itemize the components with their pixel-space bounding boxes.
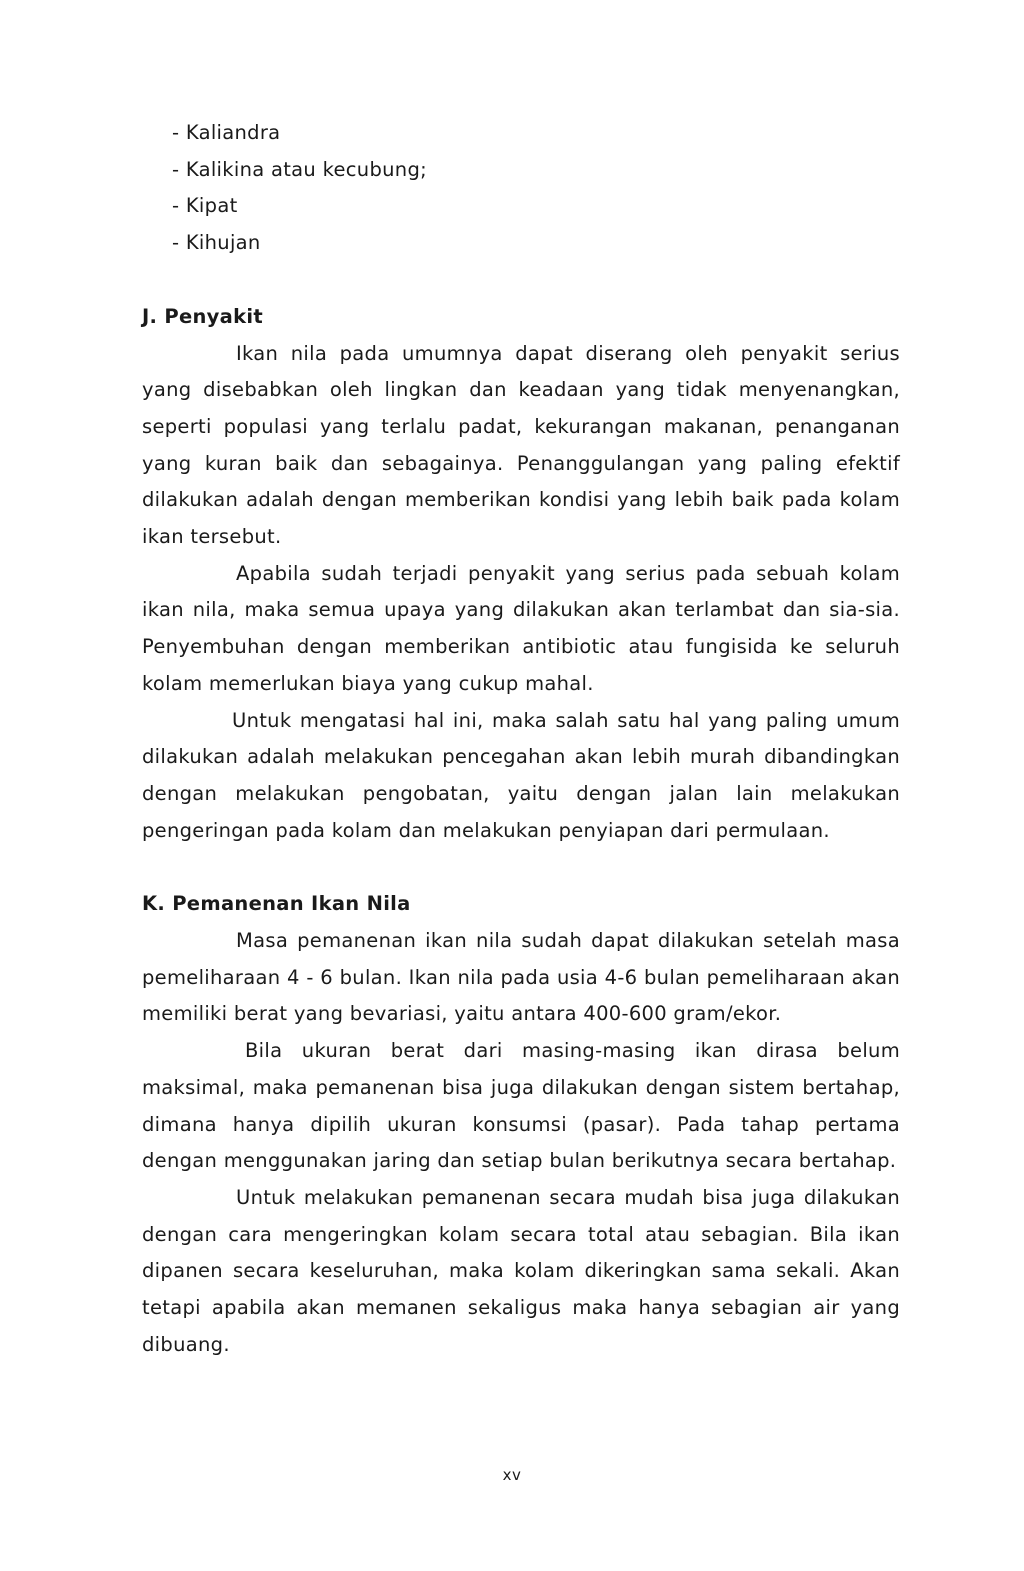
paragraph: Masa pemanenan ikan nila sudah dapat dilakukan setelah masa pemeliharaan 4 - 6 bulan. Ikan nila pada usia 4-6 bulan pemeliharaan akan memiliki berat yang bevariasi, yaitu antara 400-600 gram/ekor. — [142, 929, 900, 1026]
section-penyakit — [142, 299, 900, 850]
paragraph: Untuk melakukan pemanenan secara mudah bisa juga dilakukan dengan cara mengeringkan kolam secara total atau sebagian. Bila ikan dipanen secara keseluruhan, maka kolam dikeringkan sama sekali. Akan tetapi apabila akan memanen sekaligus maka hanya sebagian air yang dibuang. — [142, 1185, 900, 1356]
document-page — [142, 115, 900, 1364]
list-item: - Kaliandra — [172, 121, 281, 144]
plant-list — [142, 115, 900, 262]
list-item: - Kipat — [172, 194, 238, 218]
section-pemanenan — [142, 886, 900, 1363]
paragraph: Untuk mengatasi hal ini, maka salah satu hal yang paling umum dilakukan adalah melakukan pencegahan akan lebih murah dibandingkan dengan melakukan pengobatan, yaitu dengan jalan lain melakukan pengeringan pada kolam dan melakukan penyiapan dari permulaan. — [142, 708, 900, 842]
paragraph: Bila ukuran berat dari masing-masing ikan dirasa belum maksimal, maka pemanenan bisa juga dilakukan dengan sistem bertahap, dimana hanya dipilih ukuran konsumsi (pasar). Pada tahap pertama dengan menggunakan jaring dan setiap bulan berikutnya secara bertahap. — [142, 1039, 900, 1173]
section-heading: J. Penyakit — [142, 304, 263, 328]
paragraph: Apabila sudah terjadi penyakit yang serius pada sebuah kolam ikan nila, maka semua upaya yang dilakukan akan terlambat dan sia-sia. Penyembuhan dengan memberikan antibiotic atau fungisida ke seluruh kolam memerlukan biaya yang cukup mahal. — [142, 561, 900, 695]
section-heading: K. Pemanenan Ikan Nila — [142, 892, 411, 916]
page-number: xv — [502, 1466, 522, 1484]
paragraph: Ikan nila pada umumnya dapat diserang oleh penyakit serius yang disebabkan oleh lingkan dan keadaan yang tidak menyenangkan, seperti populasi yang terlalu padat, kekurangan makanan, penanganan yang kuran baik dan sebagainya. Penanggulangan yang paling efektif dilakukan adalah dengan memberikan kondisi yang lebih baik pada kolam ikan tersebut. — [142, 341, 900, 549]
list-item: - Kihujan — [172, 231, 261, 255]
list-item: - Kalikina atau kecubung; — [172, 157, 428, 181]
